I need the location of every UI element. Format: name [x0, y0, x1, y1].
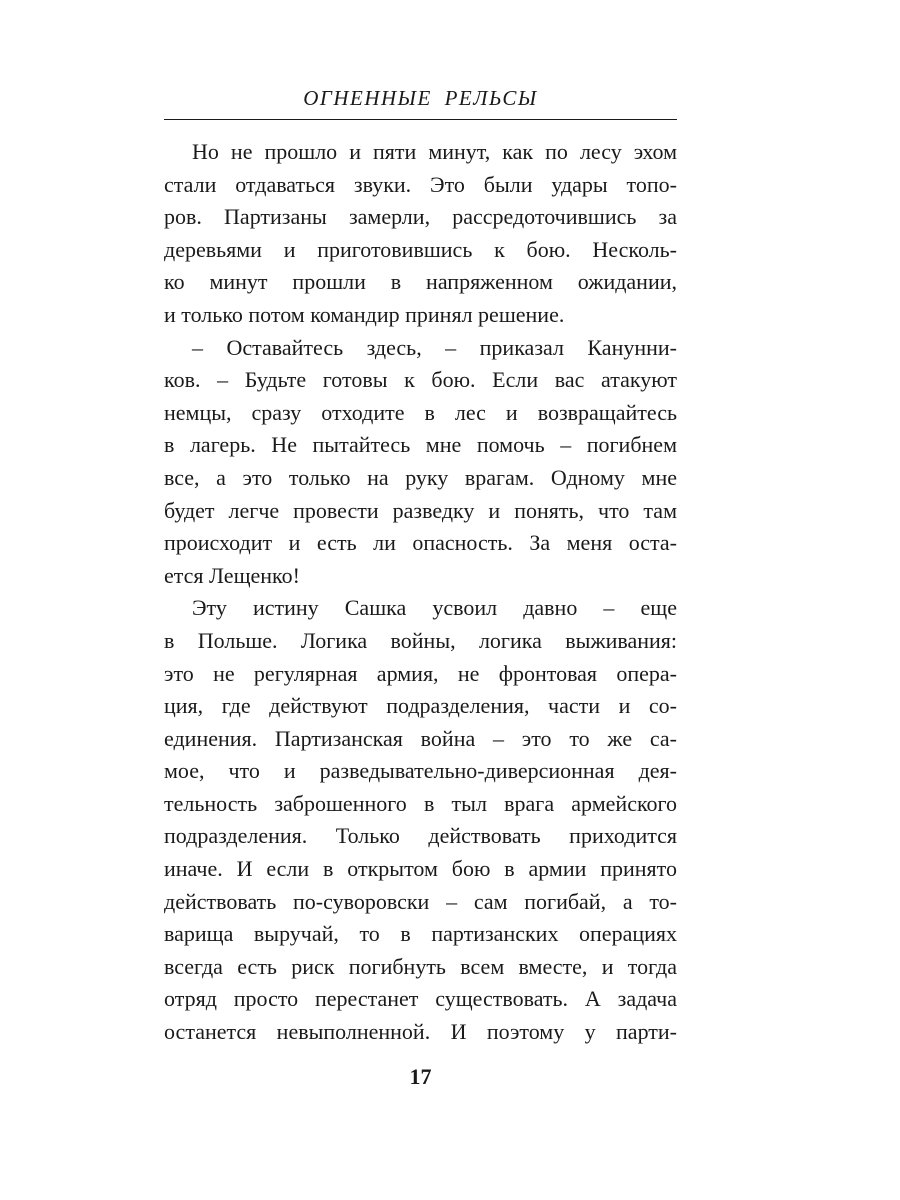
running-header — [164, 84, 677, 120]
text-line: тельность заброшенного в тыл врага армейского — [164, 790, 677, 816]
text-line: ров. Партизаны замерли, рассредоточившись за — [164, 204, 677, 230]
text-line: мое, что и разведывательно-диверсионная дея- — [164, 758, 677, 784]
header-rule — [164, 119, 677, 120]
text-line: отряд просто перестанет существовать. А задача — [164, 986, 677, 1012]
text-line: ков. – Будьте готовы к бою. Если вас атакуют — [164, 367, 677, 393]
text-line: деревьями и приготовившись к бою. Несколь- — [164, 236, 677, 262]
text-line: ко минут прошли в напряженном ожидании, — [164, 269, 677, 295]
page-number: 17 — [409, 1064, 432, 1089]
text-line: – Оставайтесь здесь, – приказал Канунни- — [192, 334, 677, 360]
text-line: происходит и есть ли опасность. За меня оста- — [164, 530, 677, 556]
text-line: стали отдаваться звуки. Это были удары топо- — [164, 171, 677, 197]
text-line: единения. Партизанская война – это то же са- — [164, 725, 677, 751]
text-line: все, а это только на руку врагам. Одному мне — [164, 464, 677, 490]
text-line: и только потом командир принял решение. — [164, 301, 565, 327]
text-line: подразделения. Только действовать приходится — [164, 823, 677, 849]
text-line: всегда есть риск погибнуть всем вместе, и тогда — [164, 953, 677, 979]
text-line: действовать по-суворовски – сам погибай, а то- — [164, 888, 677, 914]
text-line: немцы, сразу отходите в лес и возвращайтесь — [164, 399, 677, 425]
text-line: в лагерь. Не пытайтесь мне помочь – погибнем — [164, 432, 677, 458]
text-line: ется Лещенко! — [164, 562, 300, 588]
text-line: иначе. И если в открытом бою в армии принято — [164, 856, 677, 882]
text-line: в Польше. Логика войны, логика выживания: — [164, 627, 677, 653]
text-line: ция, где действуют подразделения, части и со- — [164, 693, 677, 719]
text-line: варища выручай, то в партизанских операциях — [164, 921, 677, 947]
running-header-title: ОГНЕННЫЕ РЕЛЬСЫ — [303, 86, 538, 110]
text-line: Но не прошло и пяти минут, как по лесу эхом — [192, 139, 677, 164]
text-line: будет легче провести разведку и понять, что там — [164, 497, 677, 523]
text-line: это не регулярная армия, не фронтовая опера- — [164, 660, 677, 686]
body-text — [164, 136, 677, 1049]
text-line: останется невыполненной. И поэтому у парти- — [164, 1019, 677, 1045]
text-line: Эту истину Сашка усвоил давно – еще — [192, 595, 677, 621]
